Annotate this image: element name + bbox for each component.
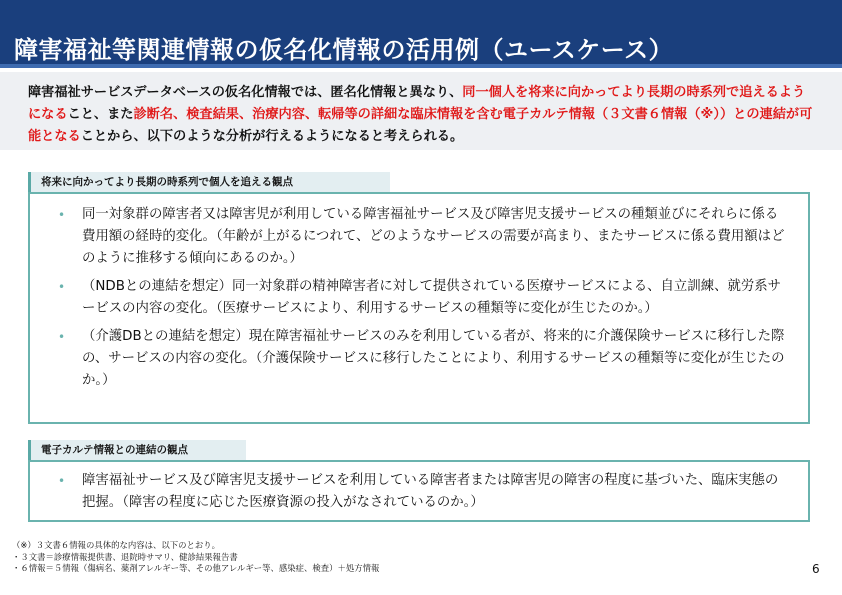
bullet-dot-icon: • (58, 330, 66, 344)
intro-seg-5: ことから、以下のような分析が行えるようになると考えられる。 (80, 129, 464, 144)
title-bar (0, 0, 842, 68)
section1-box (28, 192, 810, 424)
bullet-dot-icon: • (58, 474, 66, 488)
intro-panel (0, 72, 842, 150)
intro-seg-2-highlight: 同一個人を将来に向かってより長期の時系列で追えるようになる (28, 85, 806, 122)
footnotes (12, 540, 772, 575)
intro-text (28, 82, 818, 148)
bullet-dot-icon: • (58, 280, 66, 294)
footnote-line: ・３文書＝診療情報提供書、退院時サマリ、健診結果報告書 (12, 551, 238, 562)
page-number: 6 (812, 562, 820, 576)
title-accent-line (0, 64, 842, 68)
section2-label: 電子カルテ情報との連結の観点 (28, 440, 246, 460)
section2-box (28, 460, 810, 522)
section2-bullet-list (30, 462, 808, 514)
footnote-line: （※）３文書６情報の具体的な内容は、以下のとおり。 (12, 540, 221, 550)
intro-seg-4-highlight: 診断名、検査結果、治療内容、転帰等の詳細な臨床情報を含む電子カルテ情報（３文書６情報（※））との連結が可能となる (28, 107, 813, 144)
intro-seg-1: 障害福祉サービスデータベースの仮名化情報では、匿名化情報と異なり、 (28, 85, 463, 100)
slide-title: 障害福祉等関連情報の仮名化情報の活用例（ユースケース） (14, 36, 674, 64)
list-item: • 同一対象群の障害者又は障害児が利用している障害福祉サービス及び障害児支援サービスの種類並びにそれらに係る費用額の経時的変化。（年齢が上がるにつれて、どのようなサービスの需要が高まり、またサービスに係る費用額はどのように推移する傾向にあるのか。） (52, 204, 788, 270)
intro-seg-3: こと、また (67, 107, 134, 122)
list-item: • （介護DBとの連結を想定）現在障害福祉サービスのみを利用している者が、将来的に介護保険サービスに移行した際の、サービスの内容の変化。（介護保険サービスに移行したことにより、利用するサービスの種類等に変化が生じたのか。） (52, 326, 788, 392)
section1-label: 将来に向かってより長期の時系列で個人を追える観点 (28, 172, 390, 192)
list-item: • 障害福祉サービス及び障害児支援サービスを利用している障害者または障害児の障害の程度に基づいた、臨床実態の把握。（障害の程度に応じた医療資源の投入がなされているのか。） (52, 470, 788, 514)
list-item: • （NDBとの連結を想定）同一対象群の精神障害者に対して提供されている医療サービスによる、自立訓練、就労系サービスの内容の変化。（医療サービスにより、利用するサービスの種類等に変化が生じたのか。） (52, 276, 788, 320)
bullet-dot-icon: • (58, 208, 66, 222)
footnote-line: ・６情報＝５情報（傷病名、薬剤アレルギー等、その他アレルギー等、感染症、検査）＋処方情報 (12, 563, 380, 573)
section1-bullet-list (30, 194, 808, 392)
